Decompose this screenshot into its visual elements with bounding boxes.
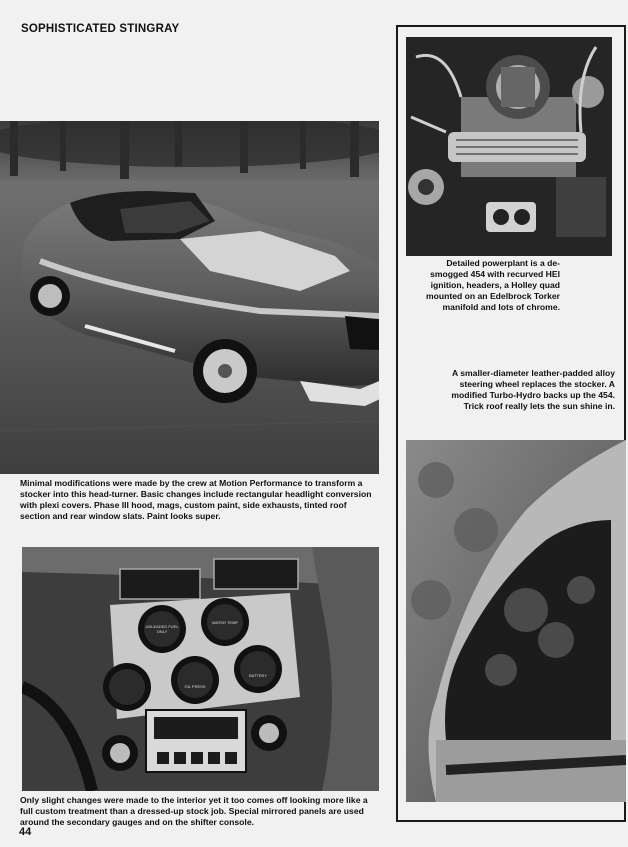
engine-photo bbox=[406, 37, 612, 256]
roof-photo bbox=[406, 440, 626, 802]
engine-caption: Detailed powerplant is a de-smogged 454 with recurved HEI ignition, headers, a Holley quad mounted on an Edelbrock Torker manifold and lots of chrome. bbox=[425, 258, 560, 312]
steering-caption: A smaller-diameter leather-padded alloy steering wheel replaces the stocker. A modified Turbo-Hydro backs up the 454. Trick roof really lets the sun shine in. bbox=[451, 368, 615, 411]
page-number: 44 bbox=[19, 826, 32, 838]
fuel-gauge-label: UNLEADED FUEL ONLY bbox=[145, 624, 179, 634]
interior-photo bbox=[22, 547, 379, 791]
car-caption: Minimal modifications were made by the crew at Motion Performance to transform a stocker into this head-turner. Basic changes include rectangular headlight conversion with plexi covers. Phase III hood, mags, custom paint, side exhausts, tinted roof section and rear window slats. Paint looks super. bbox=[20, 478, 372, 521]
interior-caption: Only slight changes were made to the interior yet it too comes off looking more like a full custom treatment than a dressed-up stock job. Special mirrored panels are used around the secondary gauges and on the shifter console. bbox=[20, 795, 368, 827]
oil-press-gauge-label: OIL PRESS bbox=[184, 684, 206, 689]
section-title: SOPHISTICATED STINGRAY bbox=[21, 23, 180, 35]
water-temp-gauge-label: WATER TEMP bbox=[211, 620, 239, 625]
car-photo bbox=[0, 121, 379, 474]
battery-gauge-label: BATTERY bbox=[248, 673, 268, 678]
